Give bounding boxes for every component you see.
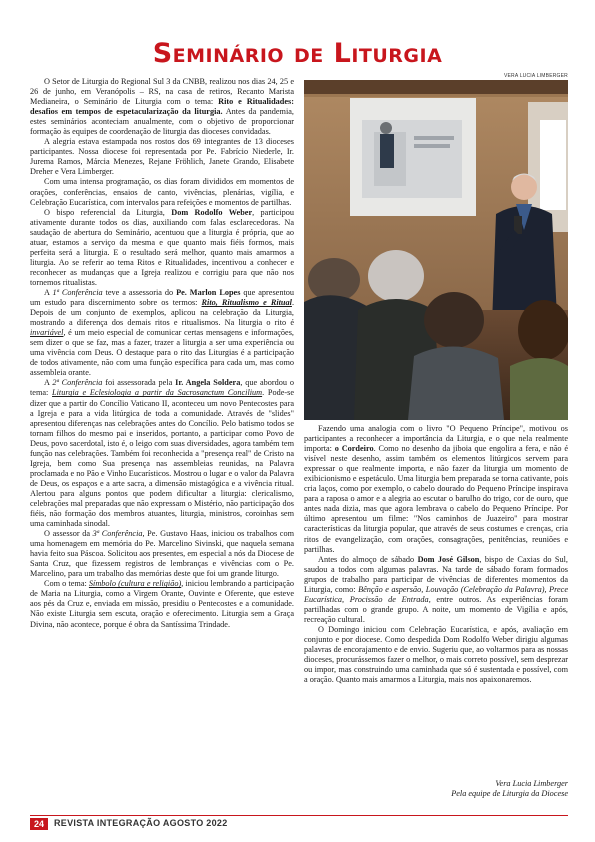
seminar-photo-illustration — [304, 80, 568, 420]
author-name: Vera Lucia Limberger — [495, 779, 568, 788]
paragraph: Com uma intensa programação, os dias foram divididos em momentos de orações, conferências, ensaios de canto, vivências, plenárias, vigília, e Celebração Eucarística, com intervalos para refeições e momentos de partilhas. — [30, 177, 294, 207]
magazine-name: REVISTA INTEGRAÇÃO AGOSTO 2022 — [54, 818, 228, 828]
author-role: Pela equipe de Liturgia da Diocese — [451, 789, 568, 798]
paragraph: A 2ª Conferência foi assessorada pela Ir. Angela Soldera, que abordou o tema: Liturgia e Eclesiologia a partir da Sacrosanctum Concilium. Pode-se dizer que a partir do Concílio Vaticano II, aconteceu um novo Pentecostes para a Igreja e para a vida litúrgica de toda a comunidade. Através de "slides" apresentou diferenças nas celebrações antes do Concílio. Pelo batismo todos se tornam filhos do mesmo pai e inseridos, portanto, a participar como Povo de Deus, povo sacerdotal, isto é, o leigo com suas diversidades, agora também tem função nas celebrações. Também foi reconhecida a "presença real" de Cristo na Igreja, bem como Sua presença nas assembleias reunidas, na Palavra proclamada e no Pão e Vinho Eucarísticos. Mostrou o lugar e o valor da Palavra de Deus, os espaços e a arte sacra, a dimensão mistagógica e a vivência ritual. Alertou para alguns pontos que podem dificultar a liturgia: clericalismo, celebrações mal preparadas que não expressam o Mistério, não participação dos fiéis, não formação dos membros atuantes, liturgia, ministros, coroinhas sem uma caminhada sinodal. — [30, 378, 295, 529]
photo-credit: VERA LUCIA LIMBERGER — [503, 73, 568, 79]
article-right-column — [304, 424, 568, 685]
paragraph: Antes do almoço de sábado Dom José Gilson, bispo de Caxias do Sul, saudou a todos com algumas palavras. Na tarde de sábado foram formados grupos de trabalho para participar de vivências de diferentes momentos da Liturgia, como: Bênção e aspersão, Louvação (Celebração da Palavra), Prece Eucarística, Procissão de Entrada, entre outros. As experiências foram partilhadas com o grande grupo. A noite, um momento de Vigília e após, recreação cultural. — [304, 554, 568, 624]
signature — [304, 779, 568, 799]
paragraph: O bispo referencial da Liturgia, Dom Rodolfo Weber, participou ativamente durante todos os dias, auxiliando com falas esclarecedoras. Na saudação de abertura do Seminário, acentuou que a liturgia é própria, que ao atuar, estamos a serviço da mesma e que quanto mais fiéis formos, mais perfeita será a liturgia. E o resultado será melhor, quanto mais amarmos a liturgia. Ao se referir ao tema Ritos e Ritualidades, incentivou a conhecer e reconhecer as mudanças que a Igreja realizou e corrigiu para que não nos tornemos ritualistas. — [30, 207, 295, 287]
paragraph: Fazendo uma analogia com o livro "O Pequeno Príncipe", motivou os participantes a reconhecer a importância da Liturgia, e o que nela realmente importa: o Cordeiro. Como no desenho da jiboia que engolira a fera, e não é visível neste desenho, assim também os elementos litúrgicos servem para expressar o que realmente importa, e não fazer da liturgia um momento de exibicionismo e espetáculo. Uma liturgia bem preparada se torna cativante, pois cria laços, como por exemplo, o cabelo dourado do Pequeno Príncipe inspirava para a raposa o amor e a alegria ao escutar o barulho do trigo, cor de ouro, que antes nada dizia, mas que agora lembrava o cabelo do Pequeno Príncipe. Por último apresentou um filme: "Nos caminhos de Juazeiro" para mostrar características da liturgia popular, que através de seus costumes e crenças, cria ritos de evangelização, com orações, consagrações, penitências, reuniões e partilhas. — [304, 424, 569, 554]
article-left-column — [30, 77, 294, 630]
page-title: Seminário de Liturgia — [152, 38, 443, 69]
paragraph: O assessor da 3ª Conferência, Pe. Gustavo Haas, iniciou os trabalhos com uma homenagem em memória do Pe. Marcelino Sivinski, que naquela semana havia feito sua Páscoa. Solicitou aos presentes, em especial a nós da Diocese de Santa Cruz, que fizessem registros de lembranças e vivências com o Pe. Marcelino, para um trabalho das memórias deste que foi um grande liturgo. — [30, 529, 294, 579]
paragraph: O Setor de Liturgia do Regional Sul 3 da CNBB, realizou nos dias 24, 25 e 26 de junho, em Veranópolis – RS, na casa de retiros, Recanto Marista Medianeira, o Seminário de Liturgia com o tema: Rito e Ritualidades: desafios em tempos de espetacularização da liturgia. Antes da pandemia, estes seminários aconteciam anualmente, com o objetivo de proporcionar formação às equipes de coordenação de liturgia das dioceses convidadas. — [30, 77, 295, 137]
paragraph: Com o tema: Símbolo (cultura e religião), iniciou lembrando a participação de Maria na Liturgia, como a Virgem Orante, Ouvinte e Oferente, que esteve aos pés da Cruz e, enviada em missão, presidiu o Pentecostes e a comunidade. Não existe Liturgia sem escuta, oração e oferecimento. Liturgia sem a Graça Divina, não acontece, porque é obra da Santíssima Trindade. — [30, 579, 294, 629]
paragraph: A 1ª Conferência teve a assessoria do Pe. Marlon Lopes que apresentou um estudo para discernimento sobre os termos: Rito, Ritualismo e Ritual. Depois de um conjunto de exemplos, aplicou na celebração da Liturgia, mostrando a diferença dos demais ritos e ritualismos. Na liturgia o rito é invariável, é um meio especial de comunicar certas mensagens e informações, sem dizer o que se faz, mas a fazer, trazer a liturgia a ser uma experiência ou uma vivência com Deus. O destaque para o rito das Liturgias é a participação de todos ativamente, não com uma função específica para cada um, mas como assembleia orante. — [30, 287, 295, 378]
paragraph: O Domingo iniciou com Celebração Eucarística, e após, avaliação em conjunto e por diocese. Como despedida Dom Rodolfo Weber dirigiu algumas palavras de encorajamento e de envio. Sugeriu que, ao voltarmos para as nossas dioceses, procurássemos fazer o melhor, o mais correto possível, sem desprezar ou impor, mas construindo uma caminhada que só é sustentada e possível, com a oração. Quanto mais amarmos a Liturgia, mais nos apaixonaremos. — [304, 624, 568, 685]
page-number: 24 — [30, 818, 48, 830]
paragraph: A alegria estava estampada nos rostos dos 69 integrantes de 13 dioceses participantes. Nossa diocese foi representada por Pe. Fabrício Niederle, Ir. Jurema Ramos, Márcia Menezes, Rejane Fröhlich, Janete Grando, Elisabete Dreher e Vera Limberger. — [30, 137, 294, 177]
page-footer — [30, 815, 568, 832]
event-photo — [304, 80, 568, 420]
